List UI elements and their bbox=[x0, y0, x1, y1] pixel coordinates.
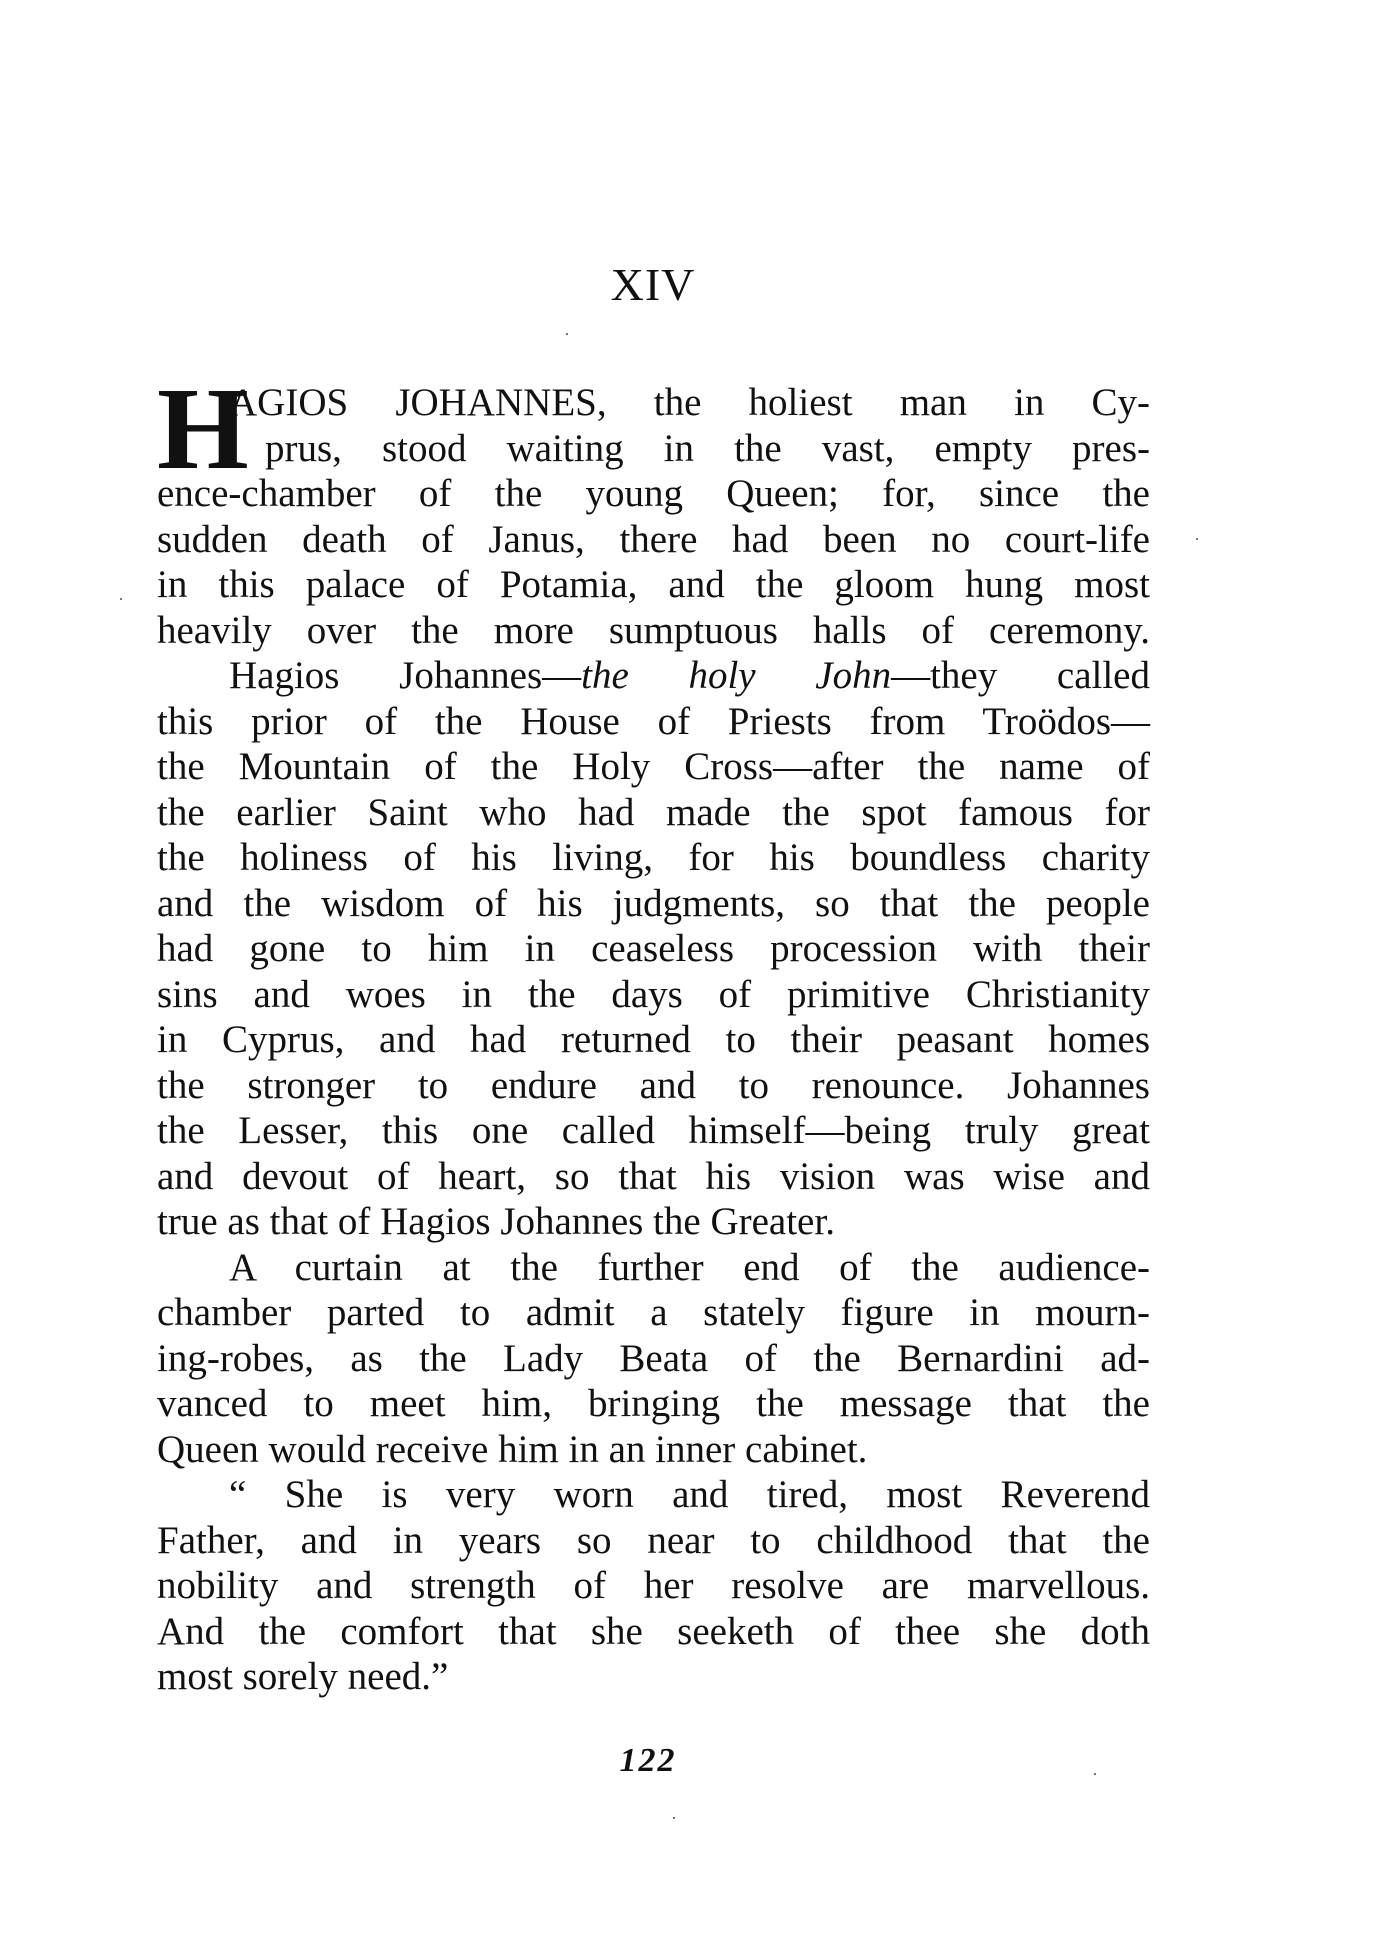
text-line: this prior of the House of Priests from Troödos— bbox=[157, 699, 1150, 743]
text-line: Queen would receive him in an inner cabinet. bbox=[157, 1427, 868, 1471]
scan-speck bbox=[673, 1817, 675, 1819]
paragraph-1 bbox=[157, 363, 1150, 653]
paragraph-4 bbox=[157, 1472, 1150, 1700]
text-line: And the comfort that she seeketh of thee she doth bbox=[157, 1609, 1150, 1653]
text-line: and devout of heart, so that his vision was wise and bbox=[157, 1154, 1150, 1198]
text-line: ence-chamber of the young Queen; for, since the bbox=[157, 472, 1150, 515]
text-run: Hagios Johannes— bbox=[229, 654, 582, 697]
chapter-heading: XIV bbox=[610, 259, 696, 310]
text-line: the holiness of his living, for his boundless charity bbox=[157, 836, 1150, 879]
scan-speck bbox=[1196, 538, 1198, 540]
text-line: the Mountain of the Holy Cross—after the name of bbox=[157, 745, 1150, 788]
body-text bbox=[157, 363, 1150, 1700]
text-line: most sorely need.” bbox=[157, 1655, 449, 1698]
text-line: Father, and in years so near to childhood that the bbox=[157, 1518, 1150, 1562]
text-line: had gone to him in ceaseless procession with their bbox=[157, 927, 1150, 970]
text-line bbox=[157, 653, 1150, 699]
text-line: sins and woes in the days of primitive Christianity bbox=[157, 972, 1150, 1016]
paragraph-3 bbox=[157, 1245, 1150, 1473]
drop-cap: H bbox=[157, 363, 249, 494]
text-line: the stronger to endure and to renounce. Johannes bbox=[157, 1063, 1150, 1107]
text-line: the earlier Saint who had made the spot famous for bbox=[157, 790, 1150, 834]
text-line: A curtain at the further end of the audience- bbox=[229, 1245, 1150, 1289]
text-line: “ She is very worn and tired, most Reverend bbox=[229, 1473, 1150, 1516]
text-run: —they called bbox=[891, 654, 1150, 697]
page-number: 122 bbox=[619, 1742, 677, 1779]
scan-speck bbox=[1094, 1773, 1096, 1775]
text-line: ing-robes, as the Lady Beata of the Bernardini ad- bbox=[157, 1336, 1150, 1380]
text-line: the Lesser, this one called himself—being truly great bbox=[157, 1109, 1150, 1152]
text-line: vanced to meet him, bringing the message that the bbox=[157, 1382, 1150, 1425]
text-line: true as that of Hagios Johannes the Greater. bbox=[157, 1200, 835, 1243]
text-line: in Cyprus, and had returned to their peasant homes bbox=[157, 1018, 1150, 1061]
text-line: chamber parted to admit a stately figure in mourn- bbox=[157, 1291, 1150, 1334]
scan-speck bbox=[566, 333, 568, 335]
paragraph-2 bbox=[157, 653, 1150, 1245]
scan-speck bbox=[120, 598, 122, 600]
text-line: heavily over the more sumptuous halls of ceremony. bbox=[157, 608, 1150, 652]
italic-phrase: the holy John bbox=[581, 654, 892, 697]
text-line: sudden death of Janus, there had been no court-life bbox=[157, 517, 1150, 561]
text-line: prus, stood waiting in the vast, empty pres- bbox=[265, 426, 1150, 470]
text-line: AGIOS JOHANNES, the holiest man in Cy- bbox=[229, 381, 1150, 424]
text-line: in this palace of Potamia, and the gloom hung most bbox=[157, 563, 1150, 606]
text-line: and the wisdom of his judgments, so that the people bbox=[157, 881, 1150, 925]
text-line: nobility and strength of her resolve are marvellous. bbox=[157, 1564, 1150, 1607]
